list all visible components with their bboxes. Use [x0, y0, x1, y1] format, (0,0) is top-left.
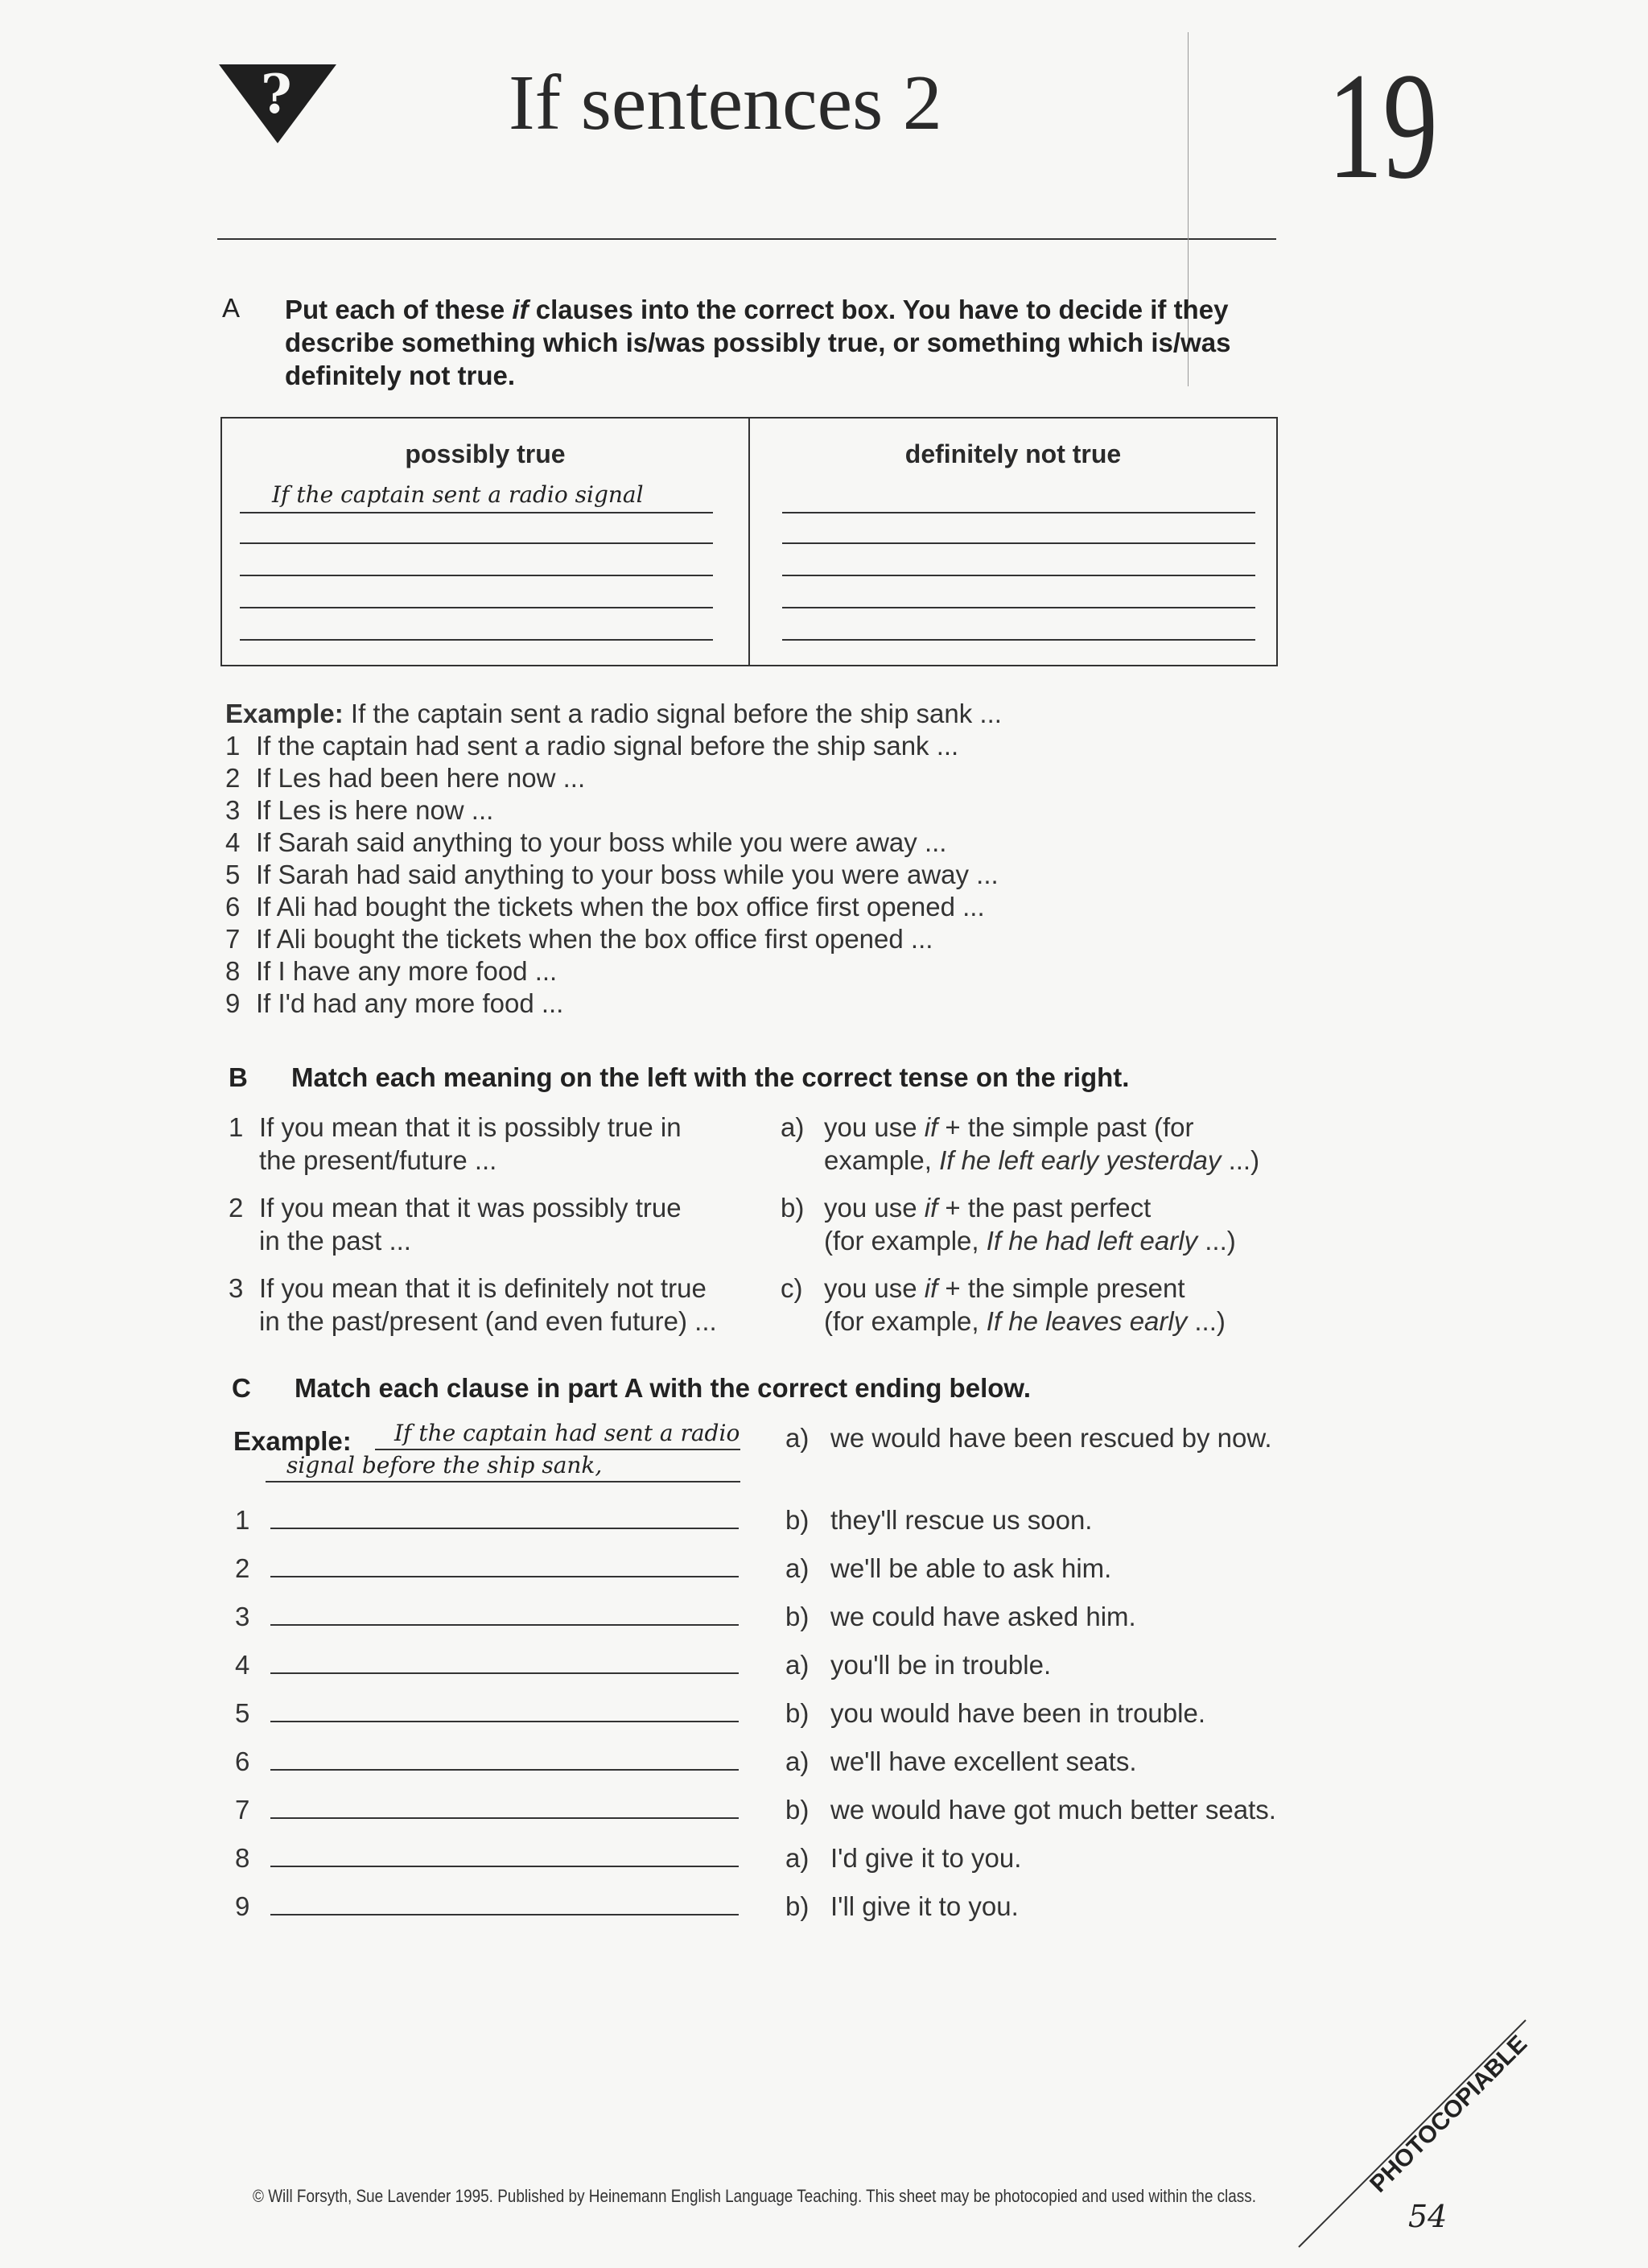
row-number: 5: [235, 1698, 250, 1728]
item-text: If Sarah said anything to your boss while you were away ...: [256, 827, 947, 857]
item-number: 6: [225, 892, 241, 922]
option-letter: b): [785, 1602, 810, 1631]
answer-line-right[interactable]: [782, 607, 1255, 608]
tense-item: [781, 1191, 1236, 1257]
ending-item: [785, 1650, 1051, 1680]
row-number: 9: [235, 1891, 250, 1921]
answer-line[interactable]: [270, 1769, 739, 1771]
item-number: 2: [225, 763, 241, 793]
meaning-item: [229, 1191, 682, 1257]
answer-line[interactable]: [270, 1914, 739, 1915]
example-line-2: [266, 1481, 740, 1482]
item-text: If I'd had any more food ...: [256, 988, 564, 1018]
list-item: [225, 892, 985, 922]
section-c-example-label: Example:: [233, 1426, 352, 1456]
section-c-instruction: Match each clause in part A with the correct ending below.: [295, 1373, 1032, 1403]
tense-if: if: [924, 1273, 938, 1303]
item-text: If I have any more food ...: [256, 956, 558, 986]
row-number: 8: [235, 1843, 250, 1873]
section-a-instruction: [285, 293, 1267, 392]
meaning-item: [229, 1272, 717, 1338]
tense-line1-pre: you use: [824, 1193, 925, 1223]
tense-if: if: [924, 1193, 938, 1223]
option-letter: b): [785, 1505, 810, 1535]
ending-item: [785, 1891, 1019, 1922]
item-number: 3: [225, 795, 241, 825]
meaning-line2: the present/future ...: [259, 1145, 497, 1175]
list-item: [225, 860, 999, 890]
answer-line[interactable]: [270, 1576, 739, 1577]
list-item: [225, 827, 946, 858]
item-number: 3: [229, 1273, 244, 1303]
sorting-table: [220, 417, 1278, 666]
option-letter: b): [785, 1698, 810, 1728]
row-number: 6: [235, 1746, 250, 1776]
tense-line1-post: + the simple present: [937, 1273, 1185, 1303]
answer-line-right[interactable]: [782, 542, 1255, 544]
answer-line-left[interactable]: [240, 512, 713, 513]
page-mark: 54: [1408, 2199, 1448, 2234]
item-text: If Ali bought the tickets when the box office first opened ...: [256, 924, 933, 954]
option-letter: a): [785, 1746, 810, 1776]
tense-line2-italic: If he had left early: [986, 1226, 1198, 1256]
tense-line1-post: + the simple past (for: [937, 1112, 1194, 1142]
ending-text: we would have been rescued by now.: [830, 1423, 1272, 1453]
option-letter: c): [781, 1273, 803, 1303]
tense-line2-pre: (for example,: [824, 1226, 987, 1256]
row-number: 7: [235, 1795, 250, 1825]
list-item: [225, 795, 493, 826]
meaning-line1: If you mean that it is definitely not true: [259, 1273, 707, 1303]
example-text: If the captain sent a radio signal before the ship sank ...: [350, 699, 1002, 728]
item-text: If Les had been here now ...: [256, 763, 586, 793]
answer-line[interactable]: [270, 1528, 739, 1529]
ending-text: you'll be in trouble.: [830, 1650, 1052, 1680]
instruction-part2: clauses into the correct box. You have to decide if they describe something which is/was possibly true, or something which is/was definitely not true.: [285, 295, 1231, 390]
example-label: Example:: [225, 699, 344, 728]
question-glyph: ?: [261, 63, 292, 126]
ending-item: [785, 1746, 1137, 1777]
item-number: 1: [225, 731, 241, 761]
ending-text: we'll have excellent seats.: [830, 1746, 1137, 1776]
example-handwriting-2: signal before the ship sank,: [286, 1452, 603, 1478]
list-item: [225, 988, 563, 1019]
answer-line-right[interactable]: [782, 512, 1255, 513]
tense-item: [781, 1111, 1259, 1177]
tense-line1-pre: you use: [824, 1273, 925, 1303]
option-letter: a): [785, 1650, 810, 1680]
ending-item: [785, 1843, 1021, 1874]
tense-line2-post: ...): [1197, 1226, 1236, 1256]
answer-line-right[interactable]: [782, 575, 1255, 576]
ending-text: we would have got much better seats.: [830, 1795, 1276, 1825]
list-item: [225, 731, 958, 761]
answer-line[interactable]: [270, 1624, 739, 1626]
answer-line-left[interactable]: [240, 542, 713, 544]
copyright-notice: © Will Forsyth, Sue Lavender 1995. Published by Heinemann English Language Teaching. This sheet may be photocopied and used within the class.: [253, 2186, 1256, 2206]
instruction-if: if: [512, 295, 529, 324]
item-number: 9: [225, 988, 241, 1018]
item-number: 2: [229, 1193, 244, 1223]
item-number: 4: [225, 827, 241, 857]
item-number: 7: [225, 924, 241, 954]
example-ending: [785, 1423, 1272, 1454]
answer-line[interactable]: [270, 1817, 739, 1819]
answer-line[interactable]: [270, 1672, 739, 1674]
ending-item: [785, 1698, 1205, 1729]
header-rule: [217, 238, 1276, 240]
tense-line2-pre: (for example,: [824, 1306, 987, 1336]
stamp-text: PHOTOCOPIABLE: [1365, 2030, 1533, 2198]
col-heading-possibly-true: possibly true: [405, 439, 566, 468]
item-number: 8: [225, 956, 241, 986]
section-b-letter: B: [229, 1062, 248, 1092]
tense-line2-italic: If he left early yesterday: [939, 1145, 1222, 1175]
option-letter: b): [781, 1193, 805, 1223]
list-item: [225, 956, 557, 987]
tense-line1-pre: you use: [824, 1112, 925, 1142]
answer-line-left[interactable]: [240, 607, 713, 608]
row-number: 1: [235, 1505, 250, 1535]
ending-item: [785, 1505, 1092, 1536]
tense-item: [781, 1272, 1226, 1338]
section-a-letter: A: [222, 293, 241, 323]
item-text: If the captain had sent a radio signal before the ship sank ...: [256, 731, 959, 761]
photocopiable-stamp: [1288, 2012, 1533, 2254]
item-text: If Les is here now ...: [256, 795, 494, 825]
ending-text: I'll give it to you.: [830, 1891, 1019, 1921]
tense-line2-post: ...): [1187, 1306, 1226, 1336]
answer-line[interactable]: [270, 1866, 739, 1867]
list-item: [225, 763, 585, 794]
ending-text: we'll be able to ask him.: [830, 1553, 1112, 1583]
meaning-line1: If you mean that it was possibly true: [259, 1193, 682, 1223]
section-c-letter: C: [232, 1373, 251, 1403]
meaning-line2: in the past ...: [259, 1226, 411, 1256]
item-text: If Sarah had said anything to your boss while you were away ...: [256, 860, 999, 889]
meaning-line2: in the past/present (and even future) ...: [259, 1306, 717, 1336]
example-handwriting-1: If the captain had sent a radio: [394, 1420, 740, 1446]
option-letter: b): [785, 1891, 810, 1921]
ending-text: you would have been in trouble.: [830, 1698, 1205, 1728]
instruction-part1: Put each of these: [285, 295, 513, 324]
question-mark-icon: [219, 64, 336, 145]
ending-text: we could have asked him.: [830, 1602, 1136, 1631]
option-letter: a): [785, 1423, 810, 1453]
tense-line2-italic: If he leaves early: [986, 1306, 1188, 1336]
section-a-example: [225, 699, 1002, 729]
item-text: If Ali had bought the tickets when the box office first opened ...: [256, 892, 985, 922]
page-title: If sentences 2: [509, 60, 942, 146]
list-item: [225, 924, 933, 955]
handwritten-answer: If the captain sent a radio signal: [272, 481, 644, 508]
row-number: 4: [235, 1650, 250, 1680]
row-number: 3: [235, 1602, 250, 1631]
col-heading-definitely-not-true: definitely not true: [904, 439, 1122, 468]
meaning-item: [229, 1111, 682, 1177]
answer-line[interactable]: [270, 1721, 739, 1722]
option-letter: a): [785, 1843, 810, 1873]
ending-text: I'd give it to you.: [830, 1843, 1022, 1873]
unit-number: 19: [1328, 42, 1438, 211]
tense-line2-pre: example,: [824, 1145, 940, 1175]
option-letter: b): [785, 1795, 810, 1825]
meaning-line1: If you mean that it is possibly true in: [259, 1112, 682, 1142]
ending-item: [785, 1602, 1136, 1632]
answer-line-right[interactable]: [782, 639, 1255, 641]
answer-line-left[interactable]: [240, 639, 713, 641]
option-letter: a): [781, 1112, 805, 1142]
item-number: 1: [229, 1112, 244, 1142]
item-number: 5: [225, 860, 241, 889]
ending-text: they'll rescue us soon.: [830, 1505, 1093, 1535]
example-line-1: [375, 1449, 740, 1450]
tense-line2-post: ...): [1221, 1145, 1260, 1175]
answer-line-left[interactable]: [240, 575, 713, 576]
ending-item: [785, 1553, 1111, 1584]
section-b-instruction: Match each meaning on the left with the correct tense on the right.: [291, 1062, 1130, 1092]
row-number: 2: [235, 1553, 250, 1583]
tense-line1-post: + the past perfect: [937, 1193, 1152, 1223]
ending-item: [785, 1795, 1276, 1825]
tense-if: if: [924, 1112, 938, 1142]
option-letter: a): [785, 1553, 810, 1583]
